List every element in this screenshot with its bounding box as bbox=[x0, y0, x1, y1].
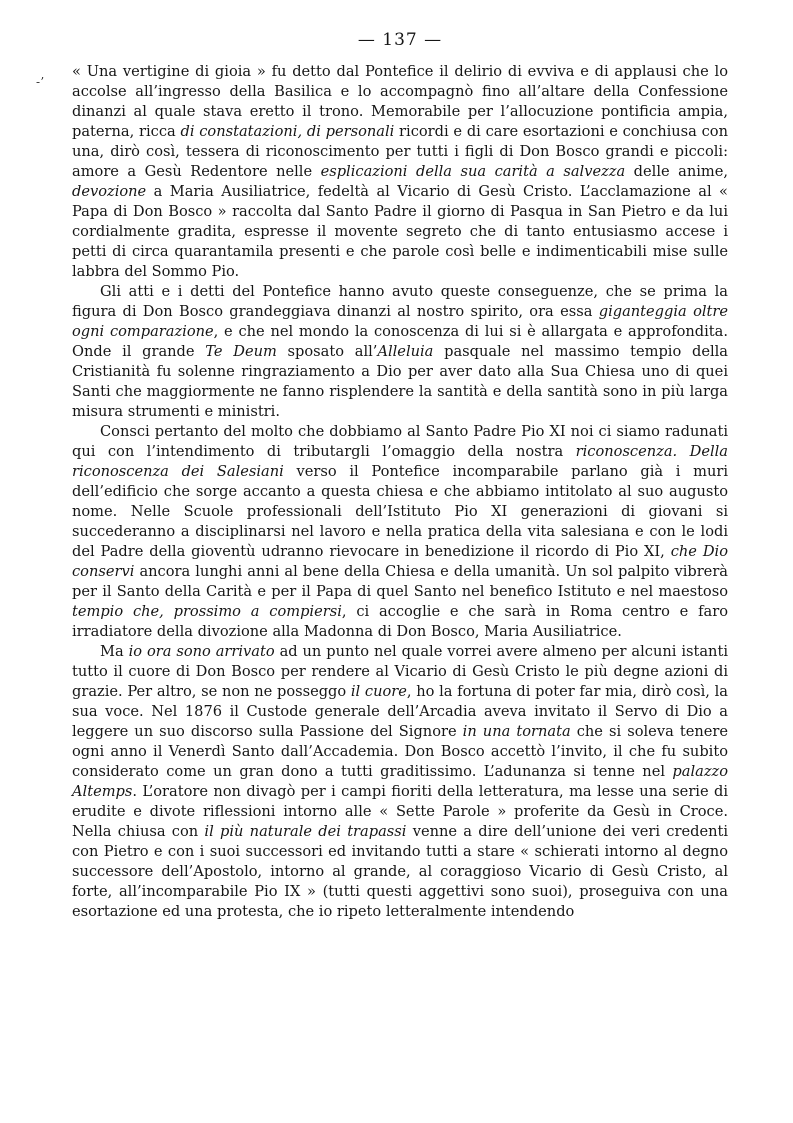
text-run: « Una vertigine di gioia » fu detto dal Pontefice il delirio di evviva e di applausi che lo accolse all’ingresso della Basilica e lo accompagnò fino all’altare della Confessione dinanzi al quale stava eretto il trono. Memorabile per l’allocuzione pontificia ampia, paterna, ricca bbox=[72, 63, 728, 140]
italic-run: che Dio conservi bbox=[72, 543, 728, 580]
text-run: Consci pertanto del molto che dobbiamo al Santo Padre Pio XI noi ci siamo radunati qui con l’intendimento di tributargli l’omaggio della nostra bbox=[72, 423, 728, 460]
italic-run: palazzo Altemps bbox=[72, 763, 728, 800]
text-run: delle anime, bbox=[625, 163, 728, 180]
paragraph bbox=[72, 422, 728, 642]
italic-run: in una tornata bbox=[462, 723, 571, 740]
paragraph bbox=[72, 282, 728, 422]
italic-run: di constatazioni, di personali bbox=[180, 123, 395, 140]
italic-run: io ora sono arrivato bbox=[128, 643, 275, 660]
text-run: Ma bbox=[100, 643, 129, 660]
text-run: Gli atti e i detti del Pontefice hanno avuto queste conseguenze, che se prima la figura di Don Bosco grandeggiava dinanzi al nostro spirito, ora essa bbox=[72, 283, 728, 320]
text-run: , e che nel mondo la conoscenza di lui si è allargata e approfondita. Onde il grande bbox=[72, 323, 728, 360]
text-run: ricordi e di care esortazioni e conchiusa con una, dirò così, tessera di riconoscimento per tutti i figli di Don Bosco grandi e piccoli: amore a Gesù Redentore nelle bbox=[72, 123, 728, 180]
text-run: a Maria Ausiliatrice, fedeltà al Vicario di Gesù Cristo. L’acclamazione al « Papa di Don Bosco » raccolta dal Santo Padre il giorno di Pasqua in San Pietro e da lui cordialmente gradita, espresse il movente segreto che di tanto entusiasmo accese i petti di circa quarantamila presenti e che parole così belle e indimenticabili mise sulle labbra del Sommo Pio. bbox=[72, 183, 728, 280]
text-run: verso il Pontefice incomparabile parlano già i muri dell’edificio che sorge accanto a questa chiesa e che abbiamo intitolato al suo augusto nome. Nelle Scuole professionali dell’Istituto Pio XI generazioni di giovani si succederanno a disciplinarsi nel lavoro e nella pratica della vita salesiana e con le lodi del Padre della gioventù udranno rievocare in benedizione il ricordo di Pio XI, bbox=[72, 463, 728, 560]
paragraph bbox=[72, 62, 728, 282]
italic-run: Alleluia bbox=[377, 343, 434, 360]
text-run: sposato all’ bbox=[276, 343, 378, 360]
italic-run: giganteggia oltre ogni comparazione bbox=[72, 303, 728, 340]
text-run: ancora lunghi anni al bene della Chiesa e della umanità. Un sol palpito vibrerà per il Santo della Carità e per il Papa di quel Santo nel benefico Istituto e nel maestoso bbox=[72, 563, 728, 600]
italic-run: riconoscenza. Della riconoscenza dei Salesiani bbox=[72, 443, 728, 480]
italic-run: il cuore bbox=[350, 683, 407, 700]
margin-mark: -ʼ bbox=[36, 75, 44, 89]
italic-run: devozione bbox=[72, 183, 147, 200]
text-run: , ci accoglie e che sarà in Roma centro e faro irradiatore della divozione alla Madonna di Don Bosco, Maria Ausiliatrice. bbox=[72, 603, 728, 640]
text-run: pasquale nel massimo tempio della Cristianità fu solenne ringraziamento a Dio per aver dato alla Sua Chiesa uno di quei Santi che maggiormente ne fanno risplendere la santità e della santità sono in più larga misura strumenti e ministri. bbox=[72, 343, 728, 420]
page-number: — 137 — bbox=[357, 30, 443, 50]
text-run: venne a dire dell’unione dei veri credenti con Pietro e con i suoi successori ed invitando tutti a stare « schierati intorno al degno successore dell’Apostolo, intorno al grande, al coraggioso Vicario di Gesù Cristo, al forte, all’incomparabile Pio IX » (tutti questi aggettivi sono suoi), proseguiva con una esortazione ed una protesta, che io ripeto letteralmente intendendo bbox=[72, 823, 729, 920]
text-run: che si soleva tenere ogni anno il Venerdì Santo dall’Accademia. Don Bosco accettò l’invito, il che fu subito considerato come un gran dono a tutti graditissimo. L’adunanza si tenne nel bbox=[72, 723, 728, 780]
italic-run: Te Deum bbox=[205, 343, 277, 360]
italic-run: il più naturale dei trapassi bbox=[204, 823, 407, 840]
text-run: ad un punto nel quale vorrei avere almeno per alcuni istanti tutto il cuore di Don Bosco per rendere al Vicario di Gesù Cristo le più degne azioni di grazie. Per altro, se non ne posseggo bbox=[72, 643, 728, 700]
page bbox=[72, 30, 728, 922]
body-text bbox=[72, 62, 728, 922]
text-run: , ho la fortuna di poter far mia, dirò così, la sua voce. Nel 1876 il Custode generale dell’Arcadia aveva invitato il Servo di Dio a leggere un suo discorso sulla Passione del Signore bbox=[72, 683, 729, 740]
italic-run: tempio che, prossimo a compiersi bbox=[72, 603, 342, 620]
paragraph bbox=[72, 642, 728, 922]
italic-run: esplicazioni della sua carità a salvezza bbox=[320, 163, 626, 180]
text-run: . L’oratore non divagò per i campi fioriti della letteratura, ma lesse una serie di erudite e divote riflessioni intorno alle « Sette Parole » proferite da Gesù in Croce. Nella chiusa con bbox=[72, 783, 728, 840]
